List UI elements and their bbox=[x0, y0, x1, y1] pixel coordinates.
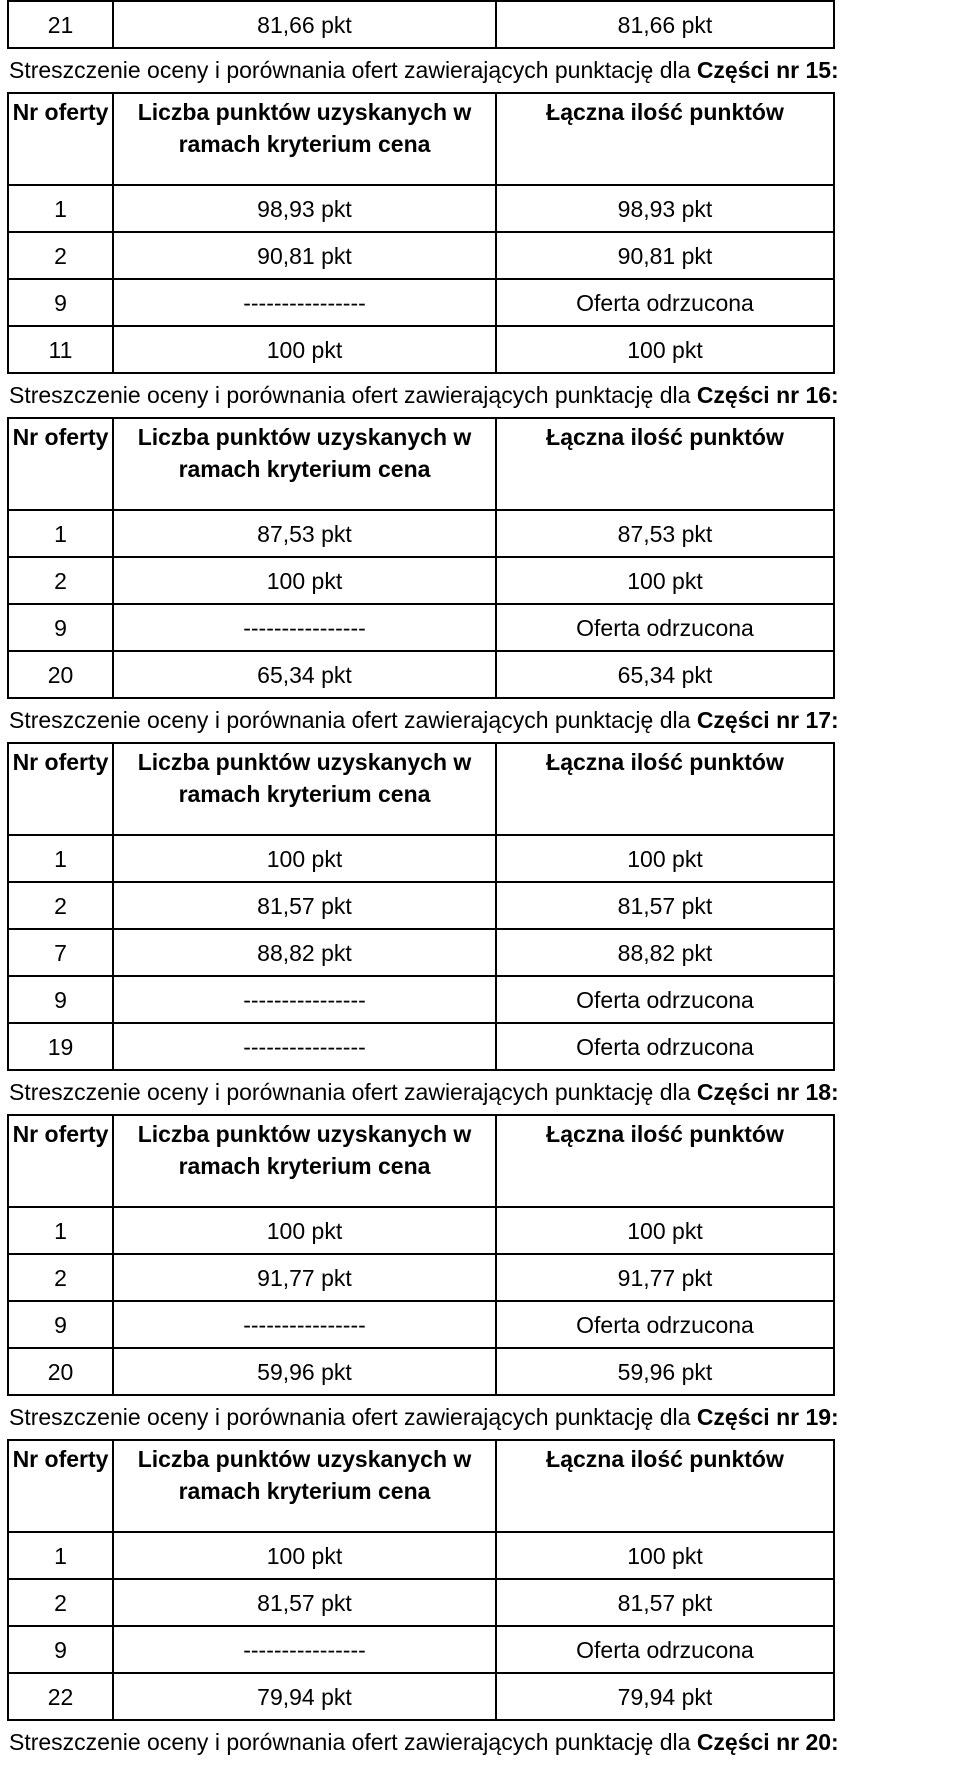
summary-text: Streszczenie oceny i porównania ofert zawierających punktację dla bbox=[9, 1404, 691, 1430]
offer-number: 1 bbox=[8, 835, 113, 882]
total-points: 59,96 pkt bbox=[496, 1348, 834, 1395]
total-points: 98,93 pkt bbox=[496, 185, 834, 232]
price-points: 91,77 pkt bbox=[113, 1254, 496, 1301]
price-points: ---------------- bbox=[113, 279, 496, 326]
table-row bbox=[8, 232, 834, 279]
table-row bbox=[8, 1626, 834, 1673]
total-points: 91,77 pkt bbox=[496, 1254, 834, 1301]
summary-part: Części nr 18: bbox=[696, 1079, 839, 1105]
offer-number: 9 bbox=[8, 279, 113, 326]
table-row bbox=[8, 1254, 834, 1301]
price-points: ---------------- bbox=[113, 1023, 496, 1070]
table-header-row bbox=[8, 1440, 834, 1532]
offer-number: 9 bbox=[8, 604, 113, 651]
total-points: Oferta odrzucona bbox=[496, 279, 834, 326]
summary-line bbox=[0, 699, 960, 742]
summary-text: Streszczenie oceny i porównania ofert zawierających punktację dla bbox=[9, 57, 691, 83]
offer-number: 9 bbox=[8, 1626, 113, 1673]
price-points: ---------------- bbox=[113, 604, 496, 651]
price-points: 90,81 pkt bbox=[113, 232, 496, 279]
summary-part: Części nr 17: bbox=[696, 707, 839, 733]
price-points: 79,94 pkt bbox=[113, 1673, 496, 1720]
scores-table bbox=[7, 92, 835, 374]
offer-number: 20 bbox=[8, 1348, 113, 1395]
header-total-points: Łączna ilość punktów bbox=[496, 1115, 834, 1207]
price-points: ---------------- bbox=[113, 1301, 496, 1348]
header-offer-number: Nr oferty bbox=[8, 1440, 113, 1532]
summary-line bbox=[0, 49, 960, 92]
price-points: 81,57 pkt bbox=[113, 1579, 496, 1626]
scores-table bbox=[7, 742, 835, 1071]
table-row bbox=[8, 976, 834, 1023]
table-row bbox=[8, 929, 834, 976]
table-header-row bbox=[8, 418, 834, 510]
header-price-points: Liczba punktów uzyskanych w ramach kryterium cena bbox=[113, 743, 496, 835]
header-total-points: Łączna ilość punktów bbox=[496, 743, 834, 835]
total-points: 100 pkt bbox=[496, 1532, 834, 1579]
price-points: 59,96 pkt bbox=[113, 1348, 496, 1395]
total-points: Oferta odrzucona bbox=[496, 1301, 834, 1348]
header-offer-number: Nr oferty bbox=[8, 418, 113, 510]
offer-number: 22 bbox=[8, 1673, 113, 1720]
table-row bbox=[8, 1, 834, 48]
price-points: 87,53 pkt bbox=[113, 510, 496, 557]
header-price-points: Liczba punktów uzyskanych w ramach kryterium cena bbox=[113, 1115, 496, 1207]
price-points: 98,93 pkt bbox=[113, 185, 496, 232]
total-points: 81,57 pkt bbox=[496, 882, 834, 929]
table-header-row bbox=[8, 743, 834, 835]
offer-number: 2 bbox=[8, 557, 113, 604]
price-points: 88,82 pkt bbox=[113, 929, 496, 976]
offer-number: 1 bbox=[8, 1532, 113, 1579]
offer-number: 2 bbox=[8, 1254, 113, 1301]
offer-number: 1 bbox=[8, 510, 113, 557]
top-partial-table bbox=[7, 0, 835, 49]
total-points: Oferta odrzucona bbox=[496, 604, 834, 651]
price-points: ---------------- bbox=[113, 976, 496, 1023]
total-points: 87,53 pkt bbox=[496, 510, 834, 557]
scores-table bbox=[7, 1114, 835, 1396]
price-points: 100 pkt bbox=[113, 1207, 496, 1254]
table-row bbox=[8, 1207, 834, 1254]
summary-part: Części nr 19: bbox=[696, 1404, 839, 1430]
price-points: 81,66 pkt bbox=[113, 1, 496, 48]
table-row bbox=[8, 1301, 834, 1348]
table-header-row bbox=[8, 1115, 834, 1207]
summary-line bbox=[0, 1071, 960, 1114]
total-points: 81,57 pkt bbox=[496, 1579, 834, 1626]
offer-number: 1 bbox=[8, 1207, 113, 1254]
sections-container bbox=[0, 49, 960, 1721]
offer-number: 19 bbox=[8, 1023, 113, 1070]
price-points: 100 pkt bbox=[113, 557, 496, 604]
price-points: 100 pkt bbox=[113, 326, 496, 373]
price-points: 100 pkt bbox=[113, 835, 496, 882]
summary-part: Części nr 15: bbox=[696, 57, 839, 83]
offer-number: 2 bbox=[8, 232, 113, 279]
offer-number: 11 bbox=[8, 326, 113, 373]
table-header-row bbox=[8, 93, 834, 185]
header-offer-number: Nr oferty bbox=[8, 1115, 113, 1207]
header-price-points: Liczba punktów uzyskanych w ramach kryterium cena bbox=[113, 418, 496, 510]
summary-text: Streszczenie oceny i porównania ofert zawierających punktację dla bbox=[9, 382, 691, 408]
table-row bbox=[8, 651, 834, 698]
price-points: ---------------- bbox=[113, 1626, 496, 1673]
table-row bbox=[8, 185, 834, 232]
header-total-points: Łączna ilość punktów bbox=[496, 1440, 834, 1532]
summary-line-final bbox=[0, 1721, 960, 1764]
offer-number: 9 bbox=[8, 1301, 113, 1348]
header-offer-number: Nr oferty bbox=[8, 93, 113, 185]
offer-number: 9 bbox=[8, 976, 113, 1023]
total-points: 65,34 pkt bbox=[496, 651, 834, 698]
scores-table bbox=[7, 1439, 835, 1721]
header-offer-number: Nr oferty bbox=[8, 743, 113, 835]
total-points: 79,94 pkt bbox=[496, 1673, 834, 1720]
price-points: 65,34 pkt bbox=[113, 651, 496, 698]
price-points: 81,57 pkt bbox=[113, 882, 496, 929]
table-row bbox=[8, 604, 834, 651]
total-points: 88,82 pkt bbox=[496, 929, 834, 976]
table-row bbox=[8, 557, 834, 604]
total-points: 81,66 pkt bbox=[496, 1, 834, 48]
price-points: 100 pkt bbox=[113, 1532, 496, 1579]
offer-number: 2 bbox=[8, 1579, 113, 1626]
total-points: Oferta odrzucona bbox=[496, 1023, 834, 1070]
table-row bbox=[8, 1532, 834, 1579]
table-row bbox=[8, 835, 834, 882]
header-total-points: Łączna ilość punktów bbox=[496, 418, 834, 510]
table-row bbox=[8, 882, 834, 929]
total-points: Oferta odrzucona bbox=[496, 976, 834, 1023]
summary-line bbox=[0, 1396, 960, 1439]
header-total-points: Łączna ilość punktów bbox=[496, 93, 834, 185]
table-row bbox=[8, 1673, 834, 1720]
total-points: 100 pkt bbox=[496, 326, 834, 373]
total-points: Oferta odrzucona bbox=[496, 1626, 834, 1673]
offer-number: 20 bbox=[8, 651, 113, 698]
offer-number: 7 bbox=[8, 929, 113, 976]
offer-number: 21 bbox=[8, 1, 113, 48]
header-price-points: Liczba punktów uzyskanych w ramach kryterium cena bbox=[113, 1440, 496, 1532]
table-row bbox=[8, 326, 834, 373]
summary-part: Części nr 16: bbox=[696, 382, 839, 408]
summary-text: Streszczenie oceny i porównania ofert zawierających punktację dla bbox=[9, 707, 691, 733]
total-points: 90,81 pkt bbox=[496, 232, 834, 279]
offer-number: 2 bbox=[8, 882, 113, 929]
header-price-points: Liczba punktów uzyskanych w ramach kryterium cena bbox=[113, 93, 496, 185]
total-points: 100 pkt bbox=[496, 557, 834, 604]
table-row bbox=[8, 1348, 834, 1395]
total-points: 100 pkt bbox=[496, 835, 834, 882]
table-row bbox=[8, 1023, 834, 1070]
summary-part: Części nr 20: bbox=[696, 1729, 839, 1755]
table-row bbox=[8, 1579, 834, 1626]
table-row bbox=[8, 279, 834, 326]
scores-table bbox=[7, 417, 835, 699]
summary-text: Streszczenie oceny i porównania ofert zawierających punktację dla bbox=[9, 1729, 691, 1755]
total-points: 100 pkt bbox=[496, 1207, 834, 1254]
summary-text: Streszczenie oceny i porównania ofert zawierających punktację dla bbox=[9, 1079, 691, 1105]
table-row bbox=[8, 510, 834, 557]
offer-number: 1 bbox=[8, 185, 113, 232]
summary-line bbox=[0, 374, 960, 417]
